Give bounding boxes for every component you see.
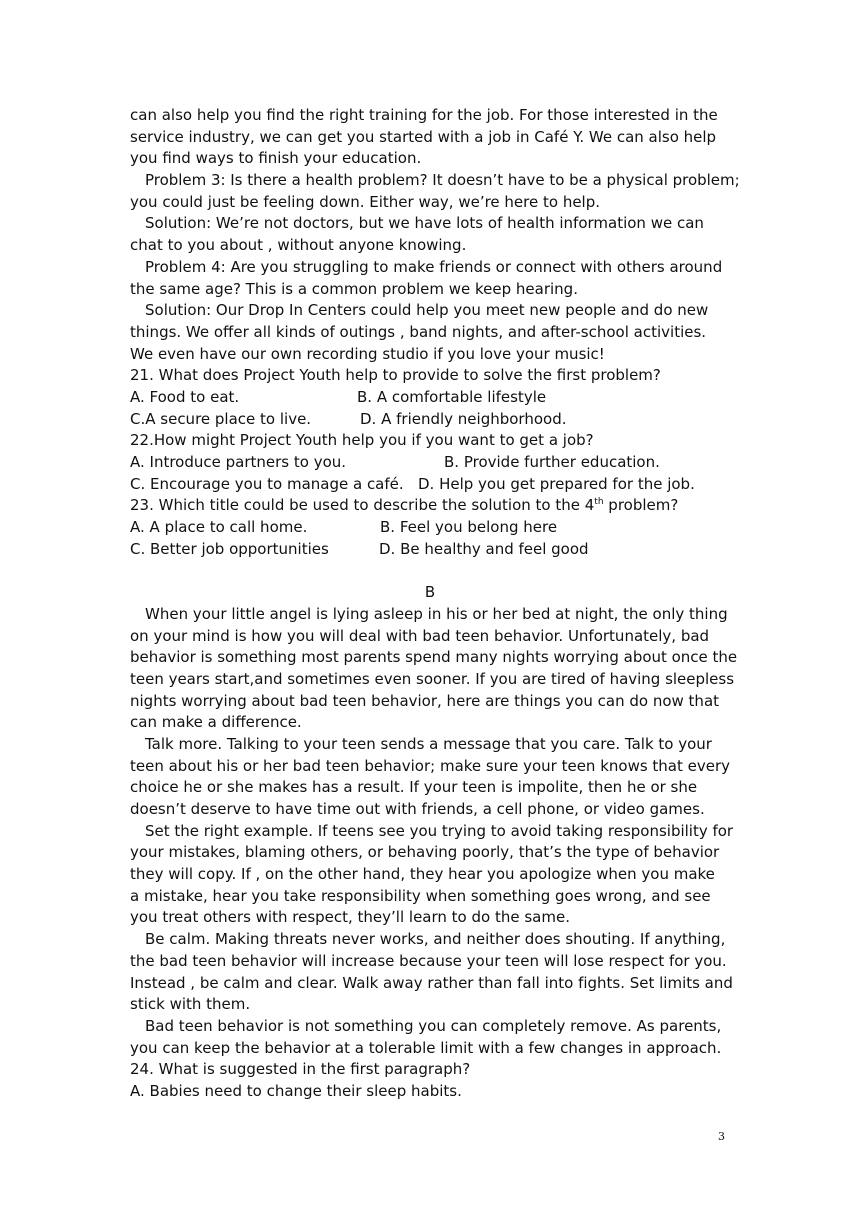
text-line: Be calm. Making threats never works, and neither does shouting. If anything, [145,930,726,949]
option-b: B. Provide further education. [444,453,660,471]
text-line: teen about his or her bad teen behavior; make sure your teen knows that every [130,756,731,775]
options-row [130,387,730,409]
question-stem: 21. What does Project Youth help to provide to solve the first problem? [130,366,661,385]
text-line: Problem 3: Is there a health problem? It doesn’t have to be a physical problem; [145,171,740,190]
text-line: stick with them. [130,995,251,1014]
text-line: things. We offer all kinds of outings , band nights, and after-school activities. [130,322,707,341]
text-line: Solution: We’re not doctors, but we have lots of health information we can [145,214,704,233]
options-row [130,474,730,496]
text-line: the same age? This is a common problem we keep hearing. [130,279,578,298]
stem-text: 23. Which title could be used to describe the solution to the 4 [130,496,595,515]
passage-b [130,604,738,1059]
text-line: doesn’t deserve to have time out with friends, a cell phone, or video games. [130,800,705,818]
text-line: service industry, we can get you started with a job in Café Y. We can also help [130,127,717,146]
question-24 [130,1059,730,1102]
text-line: We even have our own recording studio if you love your music! [130,344,605,363]
spacer [130,560,730,582]
text-line: you treat others with respect, they’ll learn to do the same. [130,908,570,927]
question-23 [130,495,730,560]
text-line: on your mind is how you will deal with bad teen behavior. Unfortunately, bad [130,626,710,645]
options-row [130,539,730,561]
text-line: you could just be feeling down. Either way, we’re here to help. [130,192,601,211]
superscript: th [594,497,604,508]
option-a: A. Introduce partners to you. [130,453,347,471]
question-22 [130,430,730,495]
option-b: B. A comfortable lifestyle [357,387,547,406]
text-line: your mistakes, blaming others, or behaving poorly, that’s the type of behavior [130,843,720,862]
option-d: D. Be healthy and feel good [379,539,589,558]
text-line: chat to you about , without anyone knowing. [130,236,467,255]
option-c: C. Encourage you to manage a café. [130,474,404,493]
question-stem: 24. What is suggested in the first paragraph? [130,1060,471,1079]
text-line: can also help you find the right training for the job. For those interested in the [130,106,718,124]
text-line: a mistake, hear you take responsibility when something goes wrong, and see [130,886,711,905]
text-line: When your little angel is lying asleep in his or her bed at night, the only thing [145,604,728,623]
option-a: A. Food to eat. [130,387,240,406]
text-line: you can keep the behavior at a tolerable limit with a few changes in approach. [130,1038,722,1057]
option-a: A. Babies need to change their sleep habits. [130,1081,462,1100]
options-row [130,517,730,539]
section-heading: B [424,583,436,602]
text-line: Talk more. Talking to your teen sends a message that you care. Talk to your [145,734,712,753]
passage-a-continuation [130,105,740,365]
options-row [130,409,730,431]
text-line: teen years start,and sometimes even sooner. If you are tired of having sleepless [130,669,735,688]
text-line: nights worrying about bad teen behavior, here are things you can do now that [130,691,720,710]
text-line: Problem 4: Are you struggling to make friends or connect with others around [145,257,723,276]
text-line: choice he or she makes has a result. If your teen is impolite, then he or she [130,778,698,797]
options-row [130,452,730,474]
question-stem [130,495,730,517]
document-page [130,105,740,1103]
page-number: 3 [718,1130,725,1143]
option-b: B. Feel you belong here [380,518,558,537]
stem-text: problem? [603,496,679,515]
option-c: C. Better job opportunities [130,539,329,558]
text-line: can make a difference. [130,713,302,732]
text-line: you find ways to finish your education. [130,149,422,168]
option-d: D. A friendly neighborhood. [360,409,567,428]
text-line: the bad teen behavior will increase because your teen will lose respect for you. [130,951,727,970]
option-c: C.A secure place to live. [130,409,312,428]
option-a: A. A place to call home. [130,518,308,537]
question-21 [130,365,730,430]
text-line: behavior is something most parents spend many nights worrying about once the [130,648,738,667]
text-line: they will copy. If , on the other hand, they hear you apologize when you make [130,865,715,884]
question-stem: 22.How might Project Youth help you if you want to get a job? [130,431,594,450]
text-line: Instead , be calm and clear. Walk away rather than fall into fights. Set limits and [130,973,733,992]
text-line: Solution: Our Drop In Centers could help you meet new people and do new [145,301,709,320]
text-line: Set the right example. If teens see you trying to avoid taking responsibility for [145,821,734,840]
option-d: D. Help you get prepared for the job. [418,474,695,493]
text-line: Bad teen behavior is not something you can completely remove. As parents, [145,1016,722,1035]
